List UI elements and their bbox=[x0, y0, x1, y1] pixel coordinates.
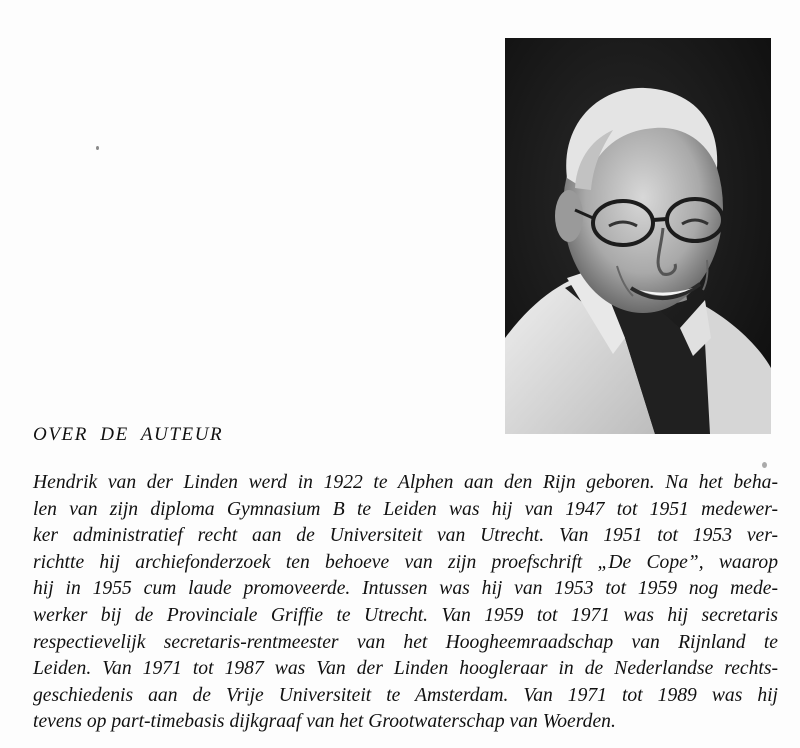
bio-line: len van zijn diploma Gymnasium B te Leiden was hij van 1947 tot 1951 medewer- bbox=[33, 498, 778, 520]
bio-line: geschiedenis aan de Vrije Universiteit te Amsterdam. Van 1971 tot 1989 was hij bbox=[33, 684, 778, 706]
bio-line: ker administratief recht aan de Universiteit van Utrecht. Van 1951 tot 1953 ver- bbox=[33, 525, 778, 547]
scan-speck bbox=[96, 146, 99, 150]
author-portrait-photo bbox=[505, 38, 771, 434]
section-heading: OVER DE AUTEUR bbox=[33, 424, 224, 445]
bio-line: tevens op part-timebasis dijkgraaf van het Grootwaterschap van Woerden. bbox=[33, 711, 616, 733]
bio-line: Hendrik van der Linden werd in 1922 te Alphen aan den Rijn geboren. Na het beha- bbox=[33, 472, 778, 493]
bio-line: werker bij de Provinciale Griffie te Utrecht. Van 1959 tot 1971 was hij secretaris bbox=[33, 604, 778, 626]
author-portrait-icon bbox=[505, 38, 771, 434]
scan-speck bbox=[762, 462, 767, 468]
bio-line: respectievelijk secretaris-rentmeester van het Hoogheemraadschap van Rijnland te bbox=[33, 631, 778, 653]
bio-line: richtte hij archiefonderzoek ten behoeve van zijn proefschrift „De Cope”, waarop bbox=[33, 551, 778, 573]
bio-line: Leiden. Van 1971 tot 1987 was Van der Linden hoogleraar in de Nederlandse rechts- bbox=[33, 658, 778, 680]
bio-line: hij in 1955 cum laude promoveerde. Intussen was hij van 1953 tot 1959 nog mede- bbox=[33, 578, 778, 600]
author-biography bbox=[33, 470, 778, 736]
